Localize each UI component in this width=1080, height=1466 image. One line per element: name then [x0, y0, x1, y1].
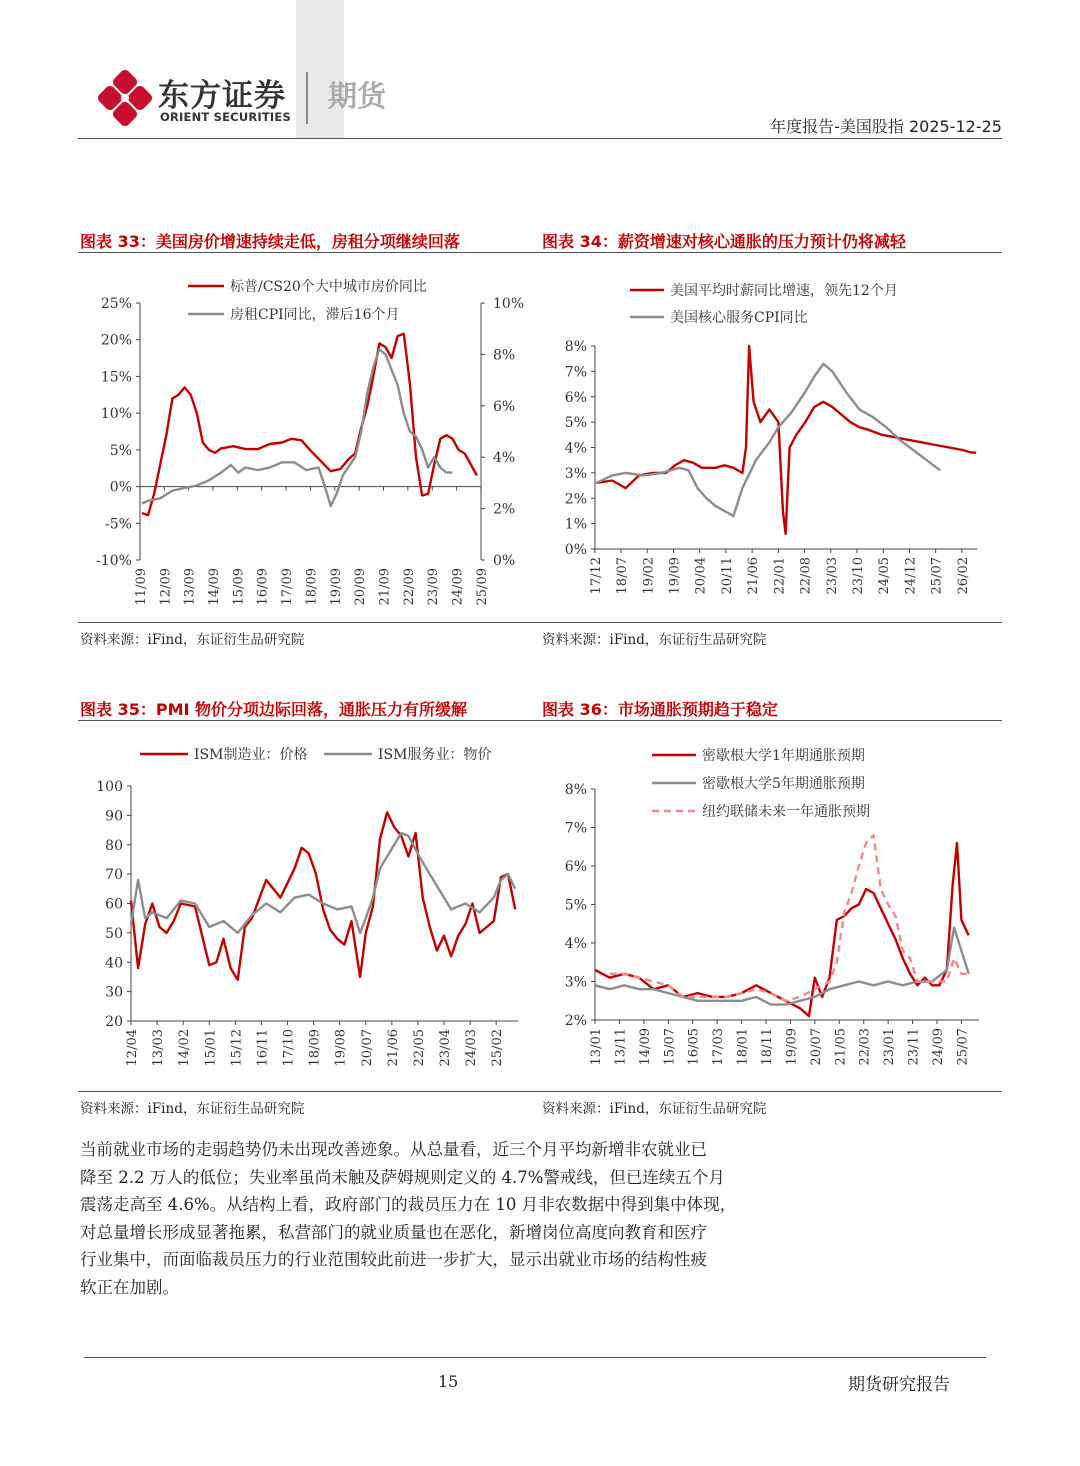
legend-label: ISM制造业：价格	[194, 747, 308, 763]
x-tick-label: 26/02	[955, 557, 971, 595]
y-tick-label: 4%	[564, 936, 587, 952]
x-tick-label: 15/01	[203, 1029, 219, 1067]
legend-label: 密歇根大学1年期通胀预期	[702, 748, 865, 764]
figure-35-source: 资料来源：iFind，东证衍生品研究院	[80, 1101, 305, 1117]
y-tick-label: 6%	[564, 859, 587, 875]
y-right-tick-label: 6%	[493, 398, 516, 415]
paragraph-line: 对总量增长形成显著拖累，私营部门的就业质量也在恶化，新增岗位高度向教育和医疗	[80, 1222, 707, 1242]
series-line-1	[142, 334, 477, 515]
x-tick-label: 12/09	[158, 568, 174, 606]
x-tick-label: 18/09	[307, 1029, 323, 1067]
x-tick-label: 19/09	[667, 557, 683, 595]
x-tick-label: 20/07	[359, 1029, 375, 1067]
figure-34-title: 图表 34：薪资增速对核心通胀的压力预计仍将减轻	[542, 232, 906, 251]
x-tick-label: 18/09	[304, 568, 320, 606]
brand-name-cn: 东方证券	[158, 78, 286, 114]
x-tick-label: 16/11	[255, 1029, 271, 1067]
legend-label: 标普/CS20个大中城市房价同比	[230, 279, 427, 295]
y-tick-label: 3%	[564, 974, 587, 991]
footer-label: 期货研究报告	[848, 1375, 950, 1395]
x-tick-label: 13/09	[182, 568, 198, 606]
y-right-tick-label: 8%	[493, 347, 516, 364]
y-right-tick-label: 2%	[493, 501, 516, 518]
y-tick-label: 6%	[564, 389, 587, 406]
x-tick-label: 20/11	[719, 557, 735, 595]
series-line-2	[131, 833, 515, 933]
y-tick-label: 0%	[109, 479, 132, 496]
y-tick-label: -10%	[96, 553, 132, 569]
y-tick-label: 3%	[564, 465, 587, 482]
legend-label: ISM服务业：物价	[378, 747, 492, 763]
x-tick-label: 14/09	[637, 1028, 653, 1066]
x-tick-label: 23/03	[824, 557, 840, 595]
x-tick-label: 15/12	[229, 1029, 245, 1067]
x-tick-label: 23/10	[851, 557, 867, 595]
x-tick-label: 13/01	[589, 1028, 604, 1066]
figure-33-source: 资料来源：iFind，东证衍生品研究院	[80, 632, 305, 648]
legend-label: 密歇根大学5年期通胀预期	[702, 776, 865, 792]
brand-name-en: ORIENT SECURITIES	[160, 110, 291, 124]
footer-rule	[84, 1357, 986, 1358]
y-tick-label: 8%	[564, 782, 587, 798]
x-tick-label: 25/07	[955, 1028, 971, 1066]
y-tick-label: 70	[105, 867, 123, 884]
figure-rule	[78, 252, 1002, 253]
x-tick-label: 18/11	[759, 1028, 775, 1066]
x-tick-label: 20/07	[808, 1028, 824, 1066]
y-tick-label: 0%	[564, 542, 587, 558]
source-rule	[78, 1091, 1002, 1092]
paragraph-line: 行业集中，而面临裁员压力的行业范围较此前进一步扩大，显示出就业市场的结构性疲	[80, 1250, 707, 1269]
y-tick-label: 2%	[564, 491, 587, 508]
paragraph-line: 当前就业市场的走弱趋势仍未出现改善迹象。从总量看，近三个月平均新增非农就业已	[80, 1140, 707, 1159]
paragraph-line: 软正在加剧。	[80, 1277, 179, 1297]
x-tick-label: 15/07	[662, 1028, 678, 1066]
x-tick-label: 11/09	[133, 568, 149, 606]
report-info: 年度报告-美国股指 2025-12-25	[770, 117, 1002, 136]
x-tick-label: 23/04	[438, 1029, 454, 1067]
x-tick-label: 17/09	[280, 568, 296, 606]
y-tick-label: 30	[105, 984, 123, 1001]
paragraph-line: 震荡走高至 4.6%。从结构上看，政府部门的裁员压力在 10 月非农数据中得到集中体现，	[80, 1195, 737, 1214]
y-tick-label: 50	[105, 925, 123, 942]
x-tick-label: 21/06	[385, 1029, 401, 1067]
x-tick-label: 22/05	[411, 1029, 427, 1067]
y-tick-label: 25%	[100, 296, 132, 312]
header-gray-band	[296, 0, 344, 138]
legend-label: 纽约联储未来一年通胀预期	[702, 804, 870, 820]
series-line-2	[142, 349, 453, 506]
x-tick-label: 23/11	[906, 1028, 922, 1066]
y-tick-label: 5%	[564, 415, 587, 432]
x-tick-label: 21/06	[746, 557, 762, 595]
figure-34-source: 资料来源：iFind，东证衍生品研究院	[542, 632, 767, 648]
y-tick-label: 8%	[564, 339, 587, 355]
brand-divider	[306, 72, 308, 124]
y-tick-label: 7%	[564, 820, 587, 837]
legend-label: 美国核心服务CPI同比	[670, 310, 808, 326]
series-line-3	[610, 835, 969, 1001]
company-logo	[98, 70, 152, 126]
x-tick-label: 14/02	[177, 1029, 193, 1067]
source-rule	[78, 622, 1002, 623]
y-tick-label: 2%	[564, 1013, 587, 1029]
figure-36-title: 图表 36：市场通胀预期趋于稳定	[542, 700, 778, 719]
paragraph-line: 降至 2.2 万人的低位；失业率虽尚未触及萨姆规则定义的 4.7%警戒线，但已连续五个月	[80, 1167, 725, 1187]
x-tick-label: 20/04	[693, 557, 709, 595]
y-right-tick-label: 0%	[493, 553, 516, 569]
x-tick-label: 21/09	[377, 568, 393, 606]
x-tick-label: 19/02	[641, 557, 657, 595]
x-tick-label: 14/09	[206, 568, 222, 606]
x-tick-label: 24/09	[450, 568, 466, 606]
x-tick-label: 24/09	[930, 1028, 946, 1066]
y-tick-label: 5%	[109, 442, 132, 459]
y-tick-label: 90	[105, 808, 123, 825]
x-tick-label: 24/12	[903, 557, 919, 595]
x-tick-label: 25/09	[474, 568, 490, 606]
y-right-tick-label: 4%	[493, 450, 516, 467]
x-tick-label: 13/11	[613, 1028, 629, 1066]
x-tick-label: 18/07	[615, 557, 631, 595]
x-tick-label: 21/05	[833, 1028, 849, 1066]
x-tick-label: 25/02	[490, 1029, 506, 1067]
x-tick-label: 12/04	[125, 1029, 140, 1067]
y-tick-label: 4%	[564, 440, 587, 457]
x-tick-label: 25/07	[929, 557, 945, 595]
x-tick-label: 16/05	[686, 1028, 702, 1066]
y-tick-label: 40	[105, 955, 123, 972]
chart-33	[78, 262, 530, 617]
x-tick-label: 24/05	[877, 557, 893, 595]
legend-label: 房租CPI同比，滞后16个月	[230, 307, 400, 323]
series-line-1	[596, 346, 976, 534]
y-tick-label: 10%	[100, 406, 132, 423]
series-line-2	[595, 928, 969, 1005]
series-line-1	[131, 812, 515, 980]
figure-rule	[78, 720, 1002, 721]
figure-33-title: 图表 33：美国房价增速持续走低，房租分项继续回落	[80, 232, 460, 251]
y-tick-label: 80	[105, 837, 123, 854]
y-tick-label: 20	[105, 1014, 123, 1030]
y-tick-label: 7%	[564, 364, 587, 381]
legend-label: 美国平均时薪同比增速，领先12个月	[670, 283, 898, 299]
y-tick-label: 100	[96, 779, 123, 795]
x-tick-label: 22/08	[798, 557, 814, 595]
y-tick-label: 20%	[100, 332, 132, 349]
x-tick-label: 22/01	[772, 557, 788, 595]
body-paragraph	[80, 1136, 800, 1301]
x-tick-label: 19/09	[784, 1028, 800, 1066]
x-tick-label: 19/08	[333, 1029, 349, 1067]
x-tick-label: 17/10	[281, 1029, 297, 1067]
chart-36	[542, 730, 1002, 1088]
x-tick-label: 13/03	[151, 1029, 167, 1067]
x-tick-label: 17/12	[588, 557, 604, 595]
page-number: 15	[438, 1372, 459, 1391]
x-tick-label: 18/01	[735, 1028, 751, 1066]
figure-35-title: 图表 35：PMI 物价分项边际回落，通胀压力有所缓解	[80, 700, 468, 719]
x-tick-label: 19/09	[328, 568, 344, 606]
figure-36-source: 资料来源：iFind，东证衍生品研究院	[542, 1101, 767, 1117]
y-tick-label: 60	[105, 896, 123, 913]
y-tick-label: -5%	[105, 516, 132, 533]
x-tick-label: 23/01	[882, 1028, 898, 1066]
x-tick-label: 16/09	[255, 568, 271, 606]
x-tick-label: 22/09	[401, 568, 417, 606]
series-line-2	[596, 364, 940, 516]
y-right-tick-label: 10%	[493, 296, 525, 312]
header-rule	[78, 138, 1002, 139]
x-tick-label: 23/09	[426, 568, 442, 606]
x-tick-label: 15/09	[231, 568, 247, 606]
x-tick-label: 20/09	[353, 568, 369, 606]
y-tick-label: 1%	[564, 516, 587, 533]
x-tick-label: 24/03	[464, 1029, 480, 1067]
x-tick-label: 22/03	[857, 1028, 873, 1066]
x-tick-label: 17/03	[711, 1028, 727, 1066]
brand-unit: 期货	[328, 79, 387, 113]
chart-35	[78, 730, 530, 1088]
chart-34	[542, 262, 1002, 617]
y-tick-label: 15%	[100, 369, 132, 386]
y-tick-label: 5%	[564, 897, 587, 914]
